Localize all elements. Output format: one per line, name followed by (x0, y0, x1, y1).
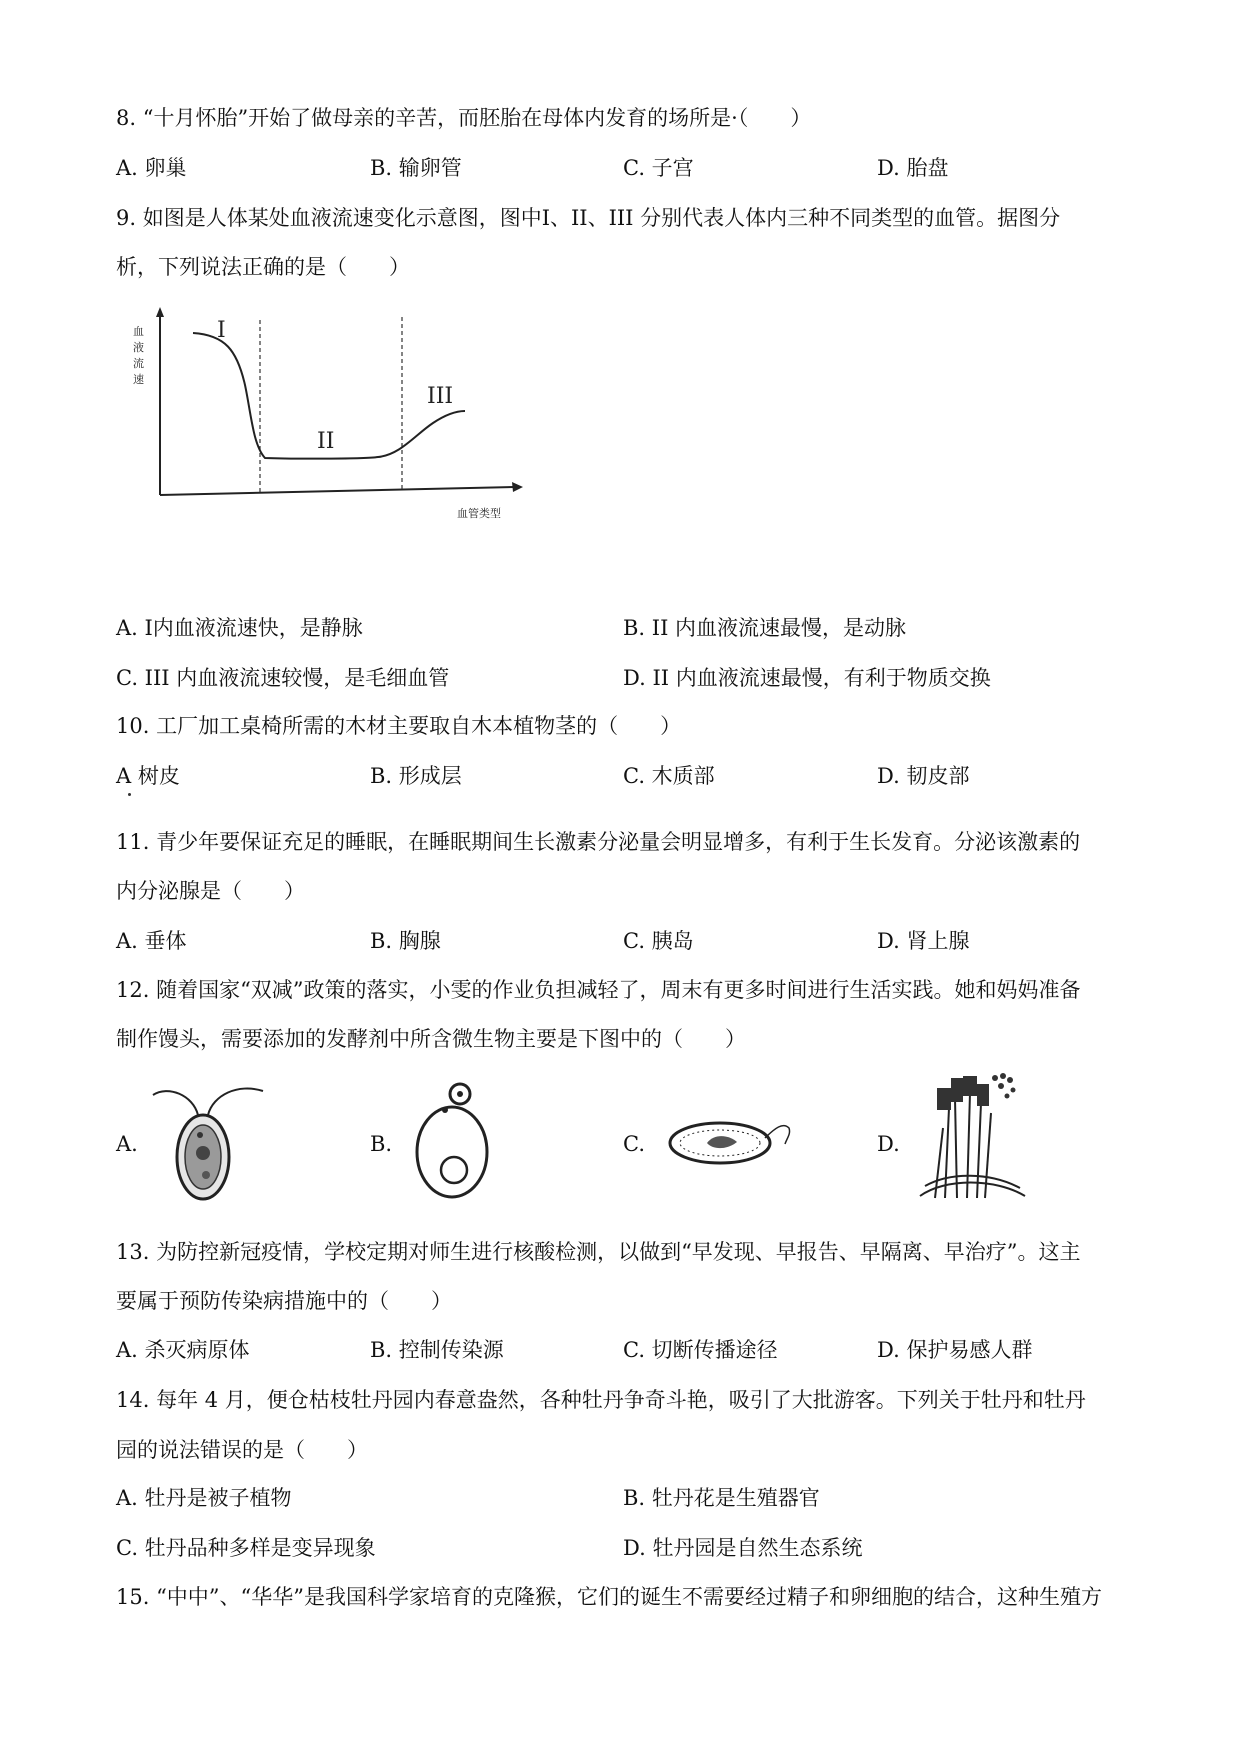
yeast-cell-image (410, 1082, 500, 1202)
q11-stem-line2: 内分泌腺是（ ） (116, 879, 305, 903)
segment-label-i: I (217, 318, 226, 343)
q14-option-c: C. 牡丹品种多样是变异现象 (116, 1536, 376, 1560)
q14-stem-line1: 14. 每年 4 月，便仓枯枝牡丹园内春意盎然，各种牡丹争奇斗艳，吸引了大批游客。下列关于牡丹和牡丹 (116, 1388, 1086, 1412)
q12-option-b-label: B. (370, 1132, 393, 1156)
q8-option-d: D. 胎盘 (877, 156, 949, 180)
q9-option-d: D. II 内血液流速最慢，有利于物质交换 (623, 666, 991, 690)
segment-label-iii: III (427, 384, 454, 409)
q14-option-a: A. 牡丹是被子植物 (116, 1486, 292, 1510)
q14-option-b: B. 牡丹花是生殖器官 (623, 1486, 820, 1510)
q12-option-c-label: C. (623, 1132, 645, 1156)
q13-stem-line2: 要属于预防传染病措施中的（ ） (116, 1289, 452, 1313)
q10-option-b: B. 形成层 (370, 764, 462, 788)
xlabel: 血管类型 (457, 507, 501, 520)
q13-option-b: B. 控制传染源 (370, 1338, 504, 1362)
q11-option-a: A. 垂体 (116, 929, 187, 953)
q9-option-b: B. II 内血液流速最慢，是动脉 (623, 616, 907, 640)
ylabel-char-1: 血 (133, 325, 144, 338)
segment-label-ii: II (317, 429, 335, 454)
q15-stem-line1: 15. “中中”、“华华”是我国科学家培育的克隆猴，它们的诞生不需要经过精子和卵细胞的结合，这种生殖方 (116, 1585, 1103, 1609)
stray-dot (128, 793, 131, 796)
x-axis (160, 487, 515, 495)
q8-option-c: C. 子宫 (623, 156, 694, 180)
q9-stem-line2: 析，下列说法正确的是（ ） (116, 255, 410, 279)
q8-option-a: A. 卵巢 (116, 156, 187, 180)
q8-option-b: B. 输卵管 (370, 156, 462, 180)
q11-option-d: D. 肾上腺 (877, 929, 970, 953)
q13-option-c: C. 切断传播途径 (623, 1338, 778, 1362)
q14-option-d: D. 牡丹园是自然生态系统 (623, 1536, 863, 1560)
q12-option-a-label: A. (116, 1132, 138, 1156)
q12-stem-line1: 12. 随着国家“双减”政策的落实，小雯的作业负担减轻了，周末有更多时间进行生活实践。她和妈妈准备 (116, 978, 1081, 1002)
x-axis-arrow (512, 482, 523, 492)
q10-option-c: C. 木质部 (623, 764, 715, 788)
blood-flow-diagram (115, 305, 535, 530)
q10-stem: 10. 工厂加工桌椅所需的木材主要取自木本植物茎的（ ） (116, 714, 682, 738)
ylabel-char-2: 液 (133, 341, 144, 354)
q13-option-a: A. 杀灭病原体 (116, 1338, 250, 1362)
ylabel-char-3: 流 (133, 357, 144, 370)
bacterium-image (665, 1110, 795, 1170)
q12-option-d-label: D. (877, 1132, 900, 1156)
mold-image (915, 1068, 1030, 1203)
q10-option-d: D. 韧皮部 (877, 764, 970, 788)
q9-option-a: A. I内血液流速快，是静脉 (116, 616, 363, 640)
q11-stem-line1: 11. 青少年要保证充足的睡眠，在睡眠期间生长激素分泌量会明显增多，有利于生长发育。分泌该激素的 (116, 830, 1081, 854)
y-axis-arrow (156, 307, 164, 317)
q14-stem-line2: 园的说法错误的是（ ） (116, 1438, 368, 1462)
q13-stem-line1: 13. 为防控新冠疫情，学校定期对师生进行核酸检测，以做到“早发现、早报告、早隔离、早治疗”。这主 (116, 1240, 1081, 1264)
q11-option-b: B. 胸腺 (370, 929, 441, 953)
q13-option-d: D. 保护易感人群 (877, 1338, 1033, 1362)
q11-option-c: C. 胰岛 (623, 929, 694, 953)
q9-stem-line1: 9. 如图是人体某处血液流速变化示意图，图中I、II、III 分别代表人体内三种不同类型的血管。据图分 (116, 206, 1061, 230)
q9-option-c: C. III 内血液流速较慢，是毛细血管 (116, 666, 450, 690)
flagellate-cell-image (148, 1075, 268, 1205)
q10-option-a: A 树皮 (116, 764, 180, 788)
ylabel-char-4: 速 (133, 373, 144, 386)
q12-stem-line2: 制作馒头，需要添加的发酵剂中所含微生物主要是下图中的（ ） (116, 1027, 746, 1051)
q8-stem: 8. “十月怀胎”开始了做母亲的辛苦，而胚胎在母体内发育的场所是·（ ） (116, 106, 812, 130)
